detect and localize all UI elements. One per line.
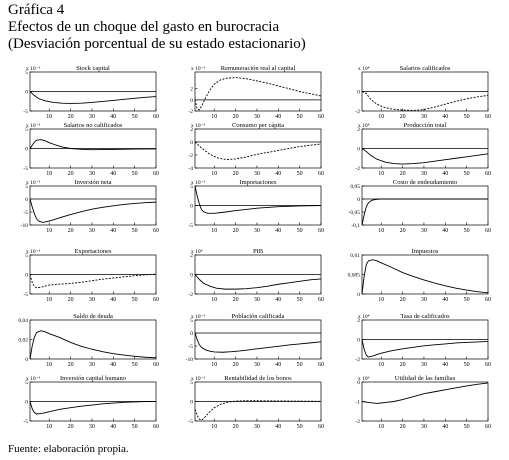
x-tick-label: 20 (67, 114, 74, 120)
x-tick-label: 50 (463, 362, 470, 368)
panel-7 (21, 179, 159, 234)
y-tick-label: -2 (188, 292, 193, 298)
series-line (30, 402, 156, 414)
x-tick-label: 10 (46, 171, 53, 177)
x-tick-label: 50 (296, 228, 303, 234)
panel-scale-label: x 10⁻³ (191, 314, 206, 320)
x-tick-label: 20 (399, 171, 406, 177)
y-tick-label: -2 (355, 357, 360, 363)
series-line (362, 383, 488, 403)
panel-scale-label: x 10⁻³ (26, 66, 41, 72)
x-tick-label: 60 (153, 297, 159, 303)
x-tick-label: 40 (275, 424, 282, 430)
panel-16 (23, 375, 159, 430)
x-tick-label: 50 (463, 228, 470, 234)
x-tick-label: 40 (442, 114, 449, 120)
panel-8 (188, 179, 324, 234)
x-tick-label: 40 (110, 362, 117, 368)
x-tick-label: 30 (253, 171, 260, 177)
y-tick-label: -2 (188, 153, 193, 159)
panel-scale-label: x 10⁻³ (191, 180, 206, 186)
y-tick-label: -5 (23, 210, 28, 216)
series-line (195, 401, 321, 421)
series-line (195, 275, 321, 290)
panel-11 (188, 248, 324, 303)
x-tick-label: 40 (110, 228, 117, 234)
x-tick-label: 40 (110, 171, 117, 177)
y-tick-label: -5 (188, 419, 193, 425)
x-tick-label: 10 (211, 362, 218, 368)
panel-6 (355, 122, 491, 177)
x-tick-label: 40 (275, 114, 282, 120)
panel-title: Costo de endeudamiento (392, 179, 458, 186)
series-line (362, 260, 488, 294)
panel-title: Impuestos (411, 248, 439, 255)
x-tick-label: 60 (153, 228, 159, 234)
panel-frame (30, 186, 156, 225)
x-tick-label: 10 (46, 362, 53, 368)
panel-title: PIB (252, 248, 264, 255)
panel-17 (188, 375, 324, 430)
x-tick-label: 60 (318, 228, 324, 234)
x-tick-label: 60 (318, 424, 324, 430)
x-tick-label: 60 (153, 362, 159, 368)
x-tick-label: 40 (110, 424, 117, 430)
panel-14 (186, 313, 324, 368)
x-tick-label: 20 (67, 171, 74, 177)
x-tick-label: 60 (485, 171, 491, 177)
y-tick-label: 5 (190, 184, 193, 190)
x-tick-label: 60 (153, 424, 159, 430)
x-tick-label: 60 (318, 171, 324, 177)
y-tick-label: -5 (23, 109, 28, 115)
y-tick-label: 0 (357, 197, 360, 203)
y-tick-label: -10 (185, 357, 193, 363)
panel-9 (349, 179, 491, 234)
x-tick-label: 50 (463, 171, 470, 177)
x-tick-label: 30 (420, 114, 427, 120)
panel-frame (362, 255, 488, 294)
x-tick-label: 50 (296, 114, 303, 120)
x-tick-label: 10 (211, 171, 218, 177)
x-tick-label: 50 (131, 424, 138, 430)
y-tick-label: 0 (25, 399, 28, 406)
series-line (362, 149, 488, 165)
y-tick-label: 5 (190, 380, 193, 386)
x-tick-label: 30 (88, 424, 95, 430)
y-tick-label: -2 (355, 166, 360, 172)
y-tick-label: 0 (25, 197, 28, 203)
x-tick-label: 60 (485, 114, 491, 120)
y-tick-label: 0 (190, 203, 193, 210)
panel-title: Importaciones (239, 179, 277, 186)
series-line (195, 142, 321, 160)
y-tick-label: 0 (190, 140, 193, 146)
x-tick-label: 10 (46, 114, 53, 120)
x-tick-label: 20 (232, 114, 239, 120)
x-tick-label: 10 (378, 297, 385, 303)
panel-scale-label: x 10⁴ (358, 66, 370, 72)
series-line (30, 274, 156, 288)
y-tick-label: 0,04 (18, 318, 28, 324)
series-line (195, 186, 321, 213)
y-tick-label: -1 (355, 399, 360, 406)
panel-frame (30, 320, 156, 359)
y-tick-label: -5 (23, 292, 28, 298)
y-tick-label: -5 (188, 344, 193, 350)
y-tick-label: 0 (357, 292, 360, 298)
x-tick-label: 50 (463, 297, 470, 303)
y-tick-label: -2 (355, 109, 360, 115)
y-tick-label: 5 (25, 127, 28, 133)
x-tick-label: 50 (296, 424, 303, 430)
x-tick-label: 60 (318, 114, 324, 120)
x-tick-label: 40 (275, 297, 282, 303)
x-tick-label: 60 (318, 362, 324, 368)
panel-title: Inversión capital humano (59, 375, 127, 382)
panel-13 (18, 313, 159, 368)
y-tick-label: 0 (190, 331, 193, 337)
panel-18 (355, 375, 491, 430)
panel-scale-label: x 10⁴ (358, 123, 370, 129)
x-tick-label: 60 (485, 228, 491, 234)
panel-scale-label: x 10⁴ (191, 249, 203, 255)
x-tick-label: 10 (211, 424, 218, 430)
x-tick-label: 60 (485, 424, 491, 430)
series-line (195, 333, 321, 352)
panel-scale-label: x 10⁻³ (26, 249, 41, 255)
x-tick-label: 20 (232, 171, 239, 177)
y-tick-label: 0 (357, 337, 360, 344)
x-tick-label: 40 (442, 171, 449, 177)
x-tick-label: 20 (67, 228, 74, 234)
y-tick-label: 2 (190, 86, 193, 93)
x-tick-label: 60 (485, 362, 491, 368)
panel-title: Consumo per cápita (232, 122, 284, 129)
x-tick-label: 40 (275, 171, 282, 177)
panel-frame (195, 72, 321, 111)
panel-scale-label: x 10⁻³ (191, 123, 206, 129)
panel-title: Remuneración real al capital (220, 65, 296, 72)
x-tick-label: 10 (378, 228, 385, 234)
panel-frame (195, 129, 321, 168)
x-tick-label: 30 (88, 171, 95, 177)
x-tick-label: 20 (399, 424, 406, 430)
panel-scale-label: x 10⁻³ (26, 180, 41, 186)
series-line (30, 92, 156, 104)
x-tick-label: 20 (232, 362, 239, 368)
x-tick-label: 60 (485, 297, 491, 303)
x-tick-label: 50 (131, 171, 138, 177)
x-tick-label: 30 (253, 114, 260, 120)
y-tick-label: -0,1 (351, 223, 360, 229)
y-tick-label: 0,05 (350, 184, 360, 190)
y-tick-label: 0 (25, 146, 28, 153)
panel-frame (195, 320, 321, 359)
x-tick-label: 50 (131, 228, 138, 234)
x-tick-label: 20 (232, 228, 239, 234)
panel-1 (23, 65, 159, 120)
x-tick-label: 40 (110, 114, 117, 120)
y-tick-label: 2 (190, 253, 193, 259)
x-tick-label: 50 (296, 171, 303, 177)
x-tick-label: 30 (420, 362, 427, 368)
x-tick-label: 30 (420, 228, 427, 234)
x-tick-label: 30 (420, 297, 427, 303)
panel-15 (355, 313, 491, 368)
panel-4 (23, 122, 159, 177)
series-line (195, 78, 321, 110)
y-tick-label: 5 (190, 318, 193, 324)
panel-10 (23, 248, 159, 303)
series-line (362, 340, 488, 358)
panel-title: Rentabilidad de los bonos (224, 375, 292, 382)
y-tick-label: 0,02 (18, 337, 28, 344)
panel-title: Exportaciones (74, 248, 112, 255)
y-tick-label: 0,01 (350, 253, 360, 259)
x-tick-label: 30 (88, 114, 95, 120)
y-tick-label: 0 (25, 357, 28, 363)
x-tick-label: 30 (420, 424, 427, 430)
x-tick-label: 40 (442, 424, 449, 430)
panel-title: Saldo de deuda (73, 313, 113, 320)
x-tick-label: 50 (463, 424, 470, 430)
panel-12 (348, 248, 491, 303)
x-tick-label: 30 (88, 228, 95, 234)
y-tick-label: -5 (23, 419, 28, 425)
x-tick-label: 20 (399, 114, 406, 120)
x-tick-label: 20 (399, 362, 406, 368)
y-tick-label: 5 (25, 70, 28, 76)
y-tick-label: 0 (357, 380, 360, 386)
panel-title: Stock capital (76, 65, 110, 72)
y-tick-label: 2 (357, 127, 360, 133)
x-tick-label: 10 (46, 424, 53, 430)
panel-title: Utilidad de las familias (394, 375, 456, 382)
panel-title: Tasa de calificados (400, 313, 450, 320)
panel-title: Salarios calificados (399, 65, 451, 72)
x-tick-label: 40 (110, 297, 117, 303)
x-tick-label: 30 (253, 297, 260, 303)
x-tick-label: 50 (131, 114, 138, 120)
x-tick-label: 40 (275, 228, 282, 234)
panel-title: Producción total (403, 122, 447, 129)
x-tick-label: 50 (296, 362, 303, 368)
panel-frame (362, 382, 488, 421)
y-tick-label: 0 (357, 89, 360, 96)
x-tick-label: 10 (46, 228, 53, 234)
x-tick-label: 60 (153, 114, 159, 120)
panel-2 (188, 65, 324, 120)
figure-subheading: (Desviación porcentual de su estado estacionario) (8, 36, 306, 52)
panel-frame (362, 186, 488, 225)
panel-5 (188, 122, 324, 177)
series-line (30, 331, 156, 359)
y-tick-label: 0 (190, 97, 193, 104)
x-tick-label: 40 (442, 297, 449, 303)
y-tick-label: 5 (25, 380, 28, 386)
x-tick-label: 40 (275, 362, 282, 368)
x-tick-label: 50 (131, 297, 138, 303)
x-tick-label: 10 (378, 362, 385, 368)
y-tick-label: -0,05 (348, 210, 360, 216)
series-line (30, 199, 156, 222)
y-tick-label: -4 (188, 166, 193, 172)
x-tick-label: 20 (399, 228, 406, 234)
x-tick-label: 40 (442, 362, 449, 368)
x-tick-label: 10 (46, 297, 53, 303)
panel-title: Población calificada (231, 313, 285, 320)
x-tick-label: 20 (232, 424, 239, 430)
x-tick-label: 30 (88, 297, 95, 303)
y-tick-label: 0,005 (347, 272, 360, 279)
x-tick-label: 50 (131, 362, 138, 368)
y-tick-label: 0 (190, 272, 193, 279)
x-tick-label: 30 (88, 362, 95, 368)
panel-scale-label: x 10³ (358, 376, 370, 382)
x-tick-label: 10 (378, 114, 385, 120)
x-tick-label: 50 (463, 114, 470, 120)
x-tick-label: 10 (378, 171, 385, 177)
y-tick-label: 0 (25, 272, 28, 279)
y-tick-label: 2 (190, 127, 193, 133)
x-tick-label: 20 (67, 424, 74, 430)
series-line (362, 199, 488, 225)
x-tick-label: 10 (211, 228, 218, 234)
x-tick-label: 40 (442, 228, 449, 234)
x-tick-label: 30 (253, 228, 260, 234)
figure-heading: Efectos de un choque del gasto en burocracia (8, 19, 280, 35)
y-tick-label: -2 (188, 109, 193, 115)
x-tick-label: 20 (232, 297, 239, 303)
y-tick-label: 0 (25, 89, 28, 96)
panel-scale-label: x 10⁻³ (26, 123, 41, 129)
panel-scale-label: x 10⁴ (358, 314, 370, 320)
panel-scale-label: x 10⁻³ (191, 376, 206, 382)
y-tick-label: -5 (188, 223, 193, 229)
y-tick-label: 0 (357, 146, 360, 153)
y-tick-label: -10 (20, 223, 28, 229)
y-tick-label: -5 (23, 166, 28, 172)
panel-scale-label: x 10⁻³ (191, 66, 206, 72)
x-tick-label: 10 (378, 424, 385, 430)
figure-number: Gráfica 4 (8, 2, 65, 18)
x-tick-label: 10 (211, 114, 218, 120)
x-tick-label: 50 (296, 297, 303, 303)
x-tick-label: 30 (253, 362, 260, 368)
y-tick-label: 5 (25, 253, 28, 259)
source-note: Fuente: elaboración propia. (8, 443, 129, 455)
x-tick-label: 10 (211, 297, 218, 303)
x-tick-label: 20 (67, 297, 74, 303)
y-tick-label: 2 (357, 318, 360, 324)
panel-3 (355, 65, 491, 120)
x-tick-label: 60 (318, 297, 324, 303)
x-tick-label: 30 (420, 171, 427, 177)
y-tick-label: -2 (355, 419, 360, 425)
panel-scale-label: x 10⁻³ (26, 376, 41, 382)
panel-title: Inversión neta (74, 179, 112, 186)
panel-title: Salarios no calificados (63, 122, 123, 129)
series-line (362, 92, 488, 111)
x-tick-label: 20 (399, 297, 406, 303)
y-tick-label: 0 (190, 399, 193, 406)
x-tick-label: 20 (67, 362, 74, 368)
y-tick-label: 5 (25, 184, 28, 190)
x-tick-label: 60 (153, 171, 159, 177)
x-tick-label: 30 (253, 424, 260, 430)
